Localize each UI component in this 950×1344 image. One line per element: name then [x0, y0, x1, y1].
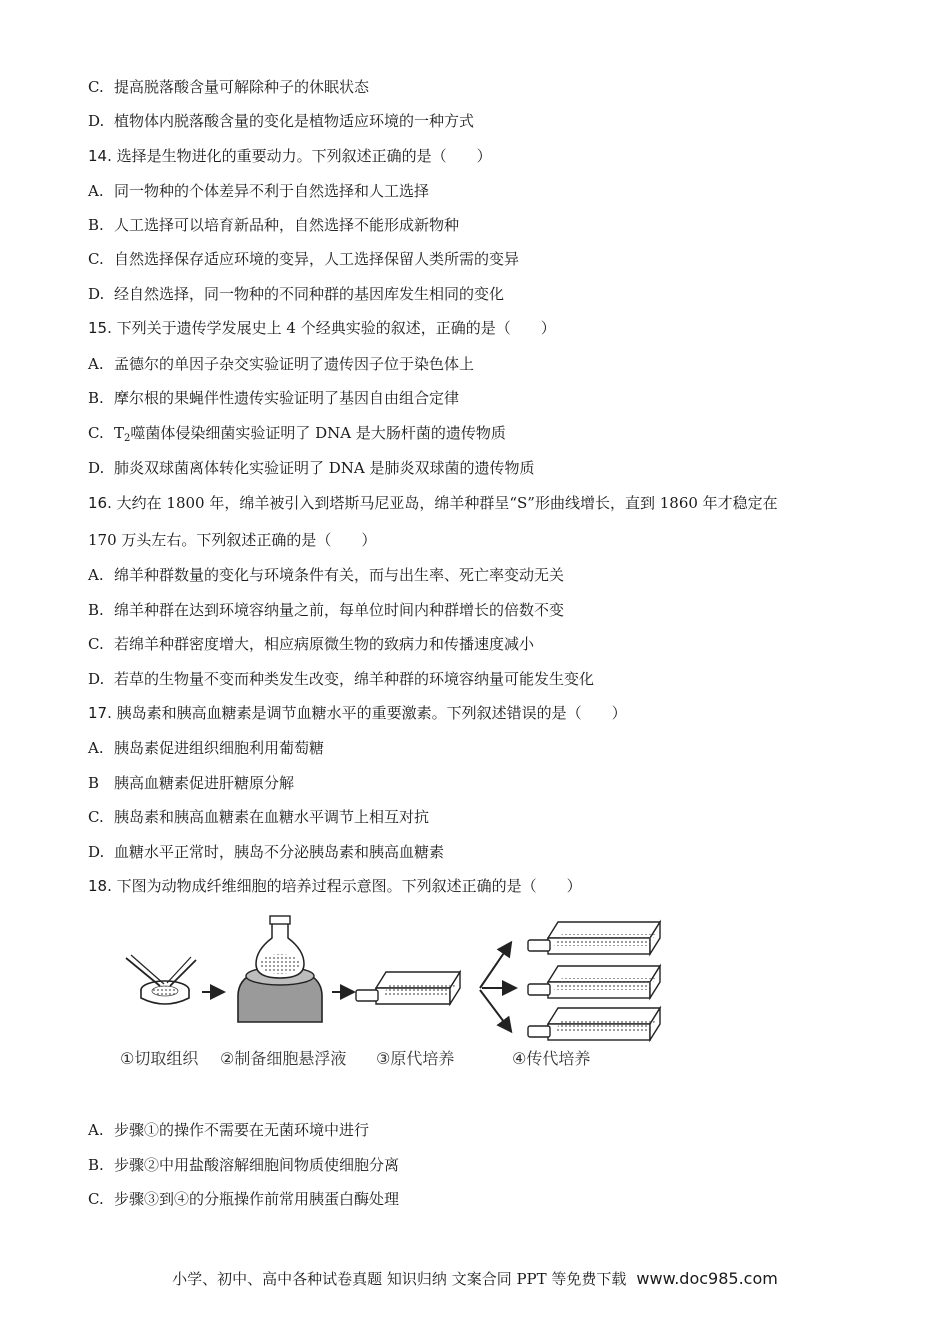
- question-number: 18.: [88, 877, 112, 895]
- option-b: B. 摩尔根的果蝇伴性遗传实验证明了基因自由组合定律: [88, 389, 460, 407]
- branch-arrows-icon: [480, 944, 514, 1030]
- figure-caption: ④传代培养: [512, 1049, 591, 1068]
- shaker-flask-icon: [238, 916, 322, 1022]
- option-a: A. 绵羊种群数量的变化与环境条件有关，而与出生率、死亡率变动无关: [88, 566, 565, 584]
- option-b: B 胰高血糖素促进肝糖原分解: [88, 774, 295, 792]
- option-d: D. 植物体内脱落酸含量的变化是植物适应环境的一种方式: [88, 112, 475, 130]
- question-18-stem: 18. 下图为动物成纤维细胞的培养过程示意图。下列叙述正确的是（ ）: [88, 877, 582, 895]
- option-c: C. 步骤③到④的分瓶操作前常用胰蛋白酶处理: [88, 1190, 400, 1208]
- option-a: A. 胰岛素促进组织细胞利用葡萄糖: [88, 739, 325, 757]
- culture-flask-icon: [356, 972, 460, 1004]
- option-b: B. 步骤②中用盐酸溶解细胞间物质使细胞分离: [88, 1156, 400, 1174]
- option-a: A. 孟德尔的单因子杂交实验证明了遗传因子位于染色体上: [88, 355, 475, 373]
- question-number: 16.: [88, 494, 112, 512]
- scissors-icon: [126, 955, 196, 986]
- question-17-stem: 17. 胰岛素和胰高血糖素是调节血糖水平的重要激素。下列叙述错误的是（ ）: [88, 704, 627, 722]
- footer-text: 小学、初中、高中各种试卷真题 知识归纳 文案合同 PPT 等免费下载: [172, 1270, 627, 1288]
- subculture-flask-icon: [528, 922, 660, 954]
- page-footer: [0, 1268, 950, 1289]
- cell-culture-figure: [120, 912, 665, 1080]
- question-16-stem: 16. 大约在 1800 年，绵羊被引入到塔斯马尼亚岛，绵羊种群呈“S”形曲线增长，直到 1860 年才稳定在: [88, 494, 778, 512]
- option-d: D. 血糖水平正常时，胰岛不分泌胰岛素和胰高血糖素: [88, 843, 445, 861]
- option-b: B. 人工选择可以培育新品种，自然选择不能形成新物种: [88, 216, 460, 234]
- cell-culture-diagram: [120, 912, 665, 1042]
- option-a: A. 同一物种的个体差异不利于自然选择和人工选择: [88, 182, 430, 200]
- question-16-stem-continued: 170 万头左右。下列叙述正确的是（ ）: [88, 531, 377, 549]
- option-d: D. 若草的生物量不变而种类发生改变，绵羊种群的环境容纳量可能发生变化: [88, 670, 595, 688]
- footer-url-link[interactable]: www.doc985.com: [636, 1269, 778, 1288]
- figure-caption: ③原代培养: [376, 1049, 455, 1068]
- option-d: D. 肺炎双球菌离体转化实验证明了 DNA 是肺炎双球菌的遗传物质: [88, 459, 535, 477]
- option-c: C. $T_2$噬菌体侵染细菌实验证明了 DNA 是大肠杆菌的遗传物质: [88, 424, 506, 444]
- option-c: C. 若绵羊种群密度增大，相应病原微生物的致病力和传播速度减小: [88, 635, 535, 653]
- figure-caption: ②制备细胞悬浮液: [220, 1049, 347, 1068]
- option-a: A. 步骤①的操作不需要在无菌环境中进行: [88, 1121, 370, 1139]
- question-number: 15.: [88, 319, 112, 337]
- option-b: B. 绵羊种群在达到环境容纳量之前，每单位时间内种群增长的倍数不变: [88, 601, 565, 619]
- option-c: C. 自然选择保存适应环境的变异，人工选择保留人类所需的变异: [88, 250, 520, 268]
- question-number: 14.: [88, 147, 112, 165]
- figure-caption: ①切取组织: [120, 1049, 199, 1068]
- option-d: D. 经自然选择，同一物种的不同种群的基因库发生相同的变化: [88, 285, 505, 303]
- question-15-stem: 15. 下列关于遗传学发展史上 4 个经典实验的叙述，正确的是（ ）: [88, 319, 556, 337]
- question-number: 17.: [88, 704, 112, 722]
- subculture-flask-icon: [528, 966, 660, 998]
- option-c: C. 胰岛素和胰高血糖素在血糖水平调节上相互对抗: [88, 808, 430, 826]
- option-c: C. 提高脱落酸含量可解除种子的休眠状态: [88, 78, 370, 96]
- question-14-stem: 14. 选择是生物进化的重要动力。下列叙述正确的是（ ）: [88, 147, 492, 165]
- subculture-flask-icon: [528, 1008, 660, 1040]
- petri-dish-icon: [141, 981, 189, 1004]
